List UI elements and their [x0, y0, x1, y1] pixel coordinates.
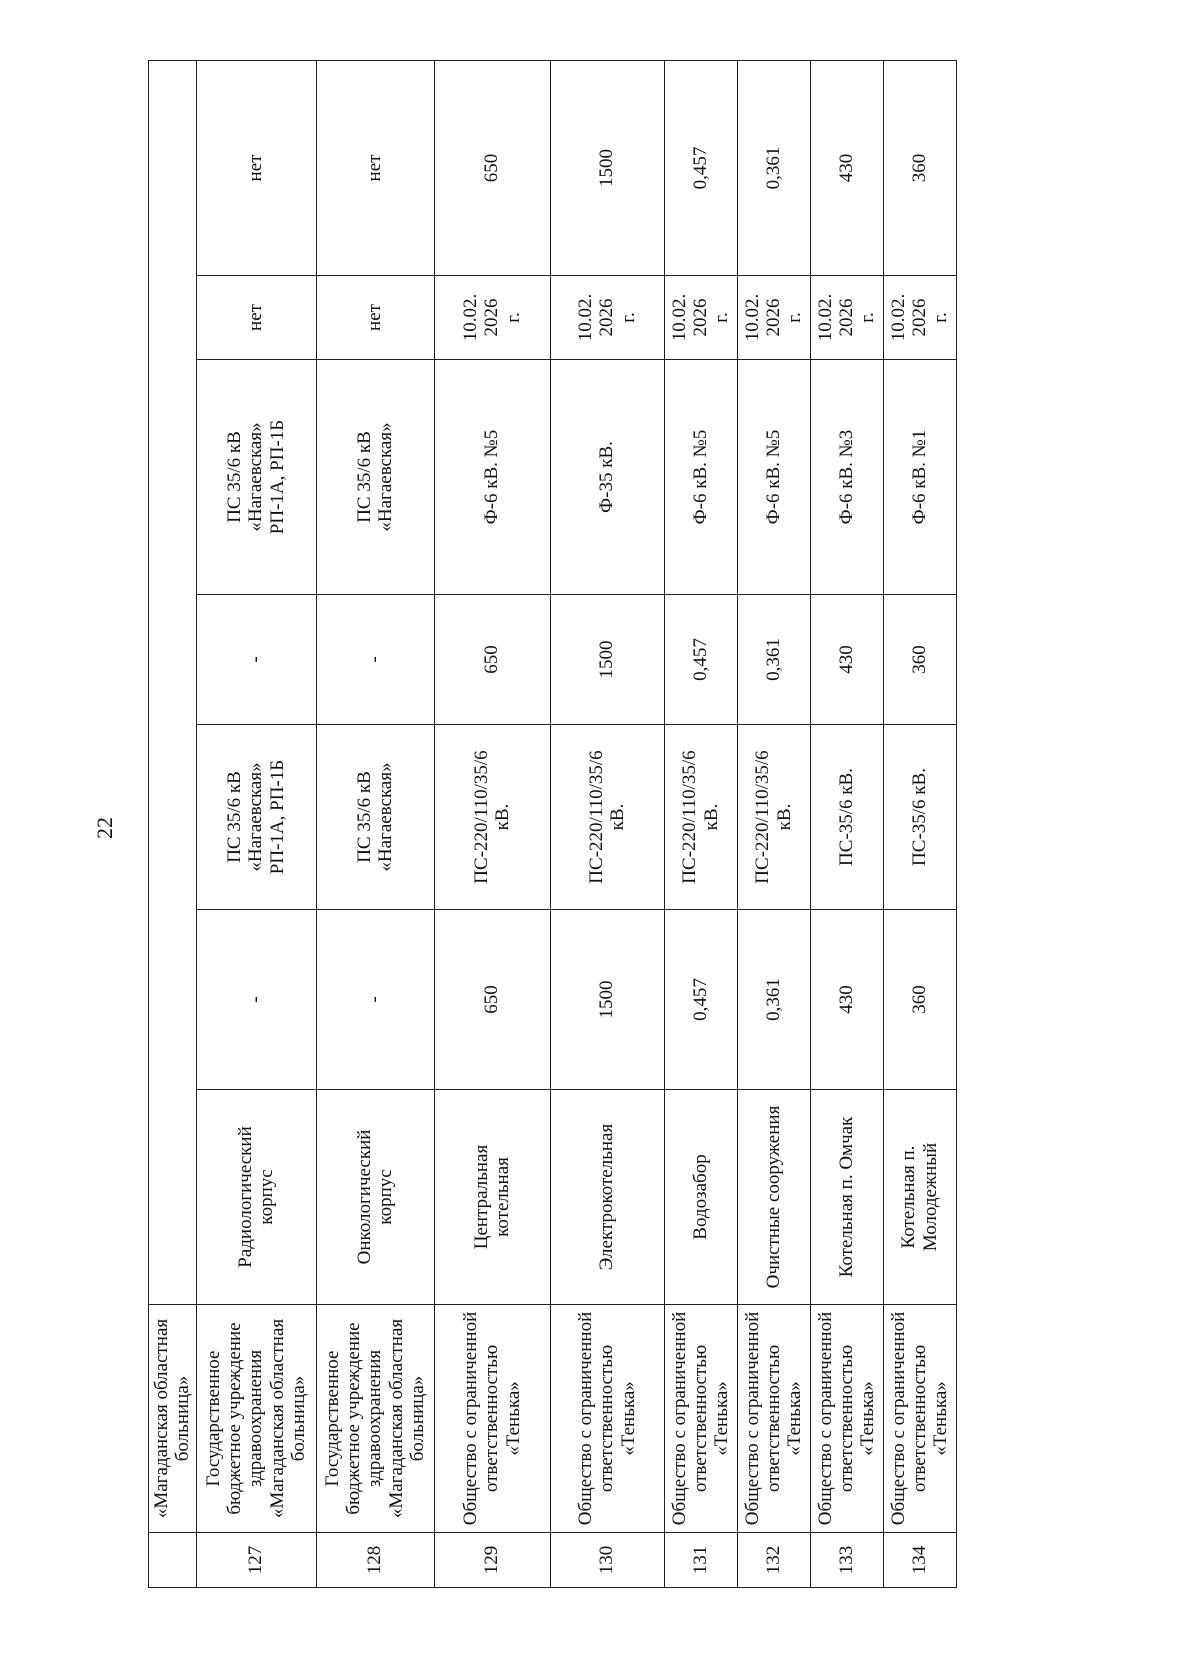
value-cell: 650: [434, 61, 550, 276]
feeder-cell: Ф-6 кВ. №5: [737, 360, 810, 595]
date-cell: 10.02. 2026 г.: [550, 276, 664, 360]
feeder-cell: Ф-35 кВ.: [550, 360, 664, 595]
value-cell: 0,361: [737, 910, 810, 1090]
table-row: [196, 61, 316, 1588]
object-cell: Водозабор: [664, 1090, 737, 1305]
object-cell: Электрокотельная: [550, 1090, 664, 1305]
date-cell: 10.02. 2026 г.: [883, 276, 956, 360]
date-cell: нет: [316, 276, 434, 360]
object-cell: Котельная п. Омчак: [810, 1090, 883, 1305]
table-row: [810, 61, 883, 1588]
page-number: 22: [92, 817, 117, 839]
value-cell: 650: [434, 910, 550, 1090]
object-cell: Очистные сооружения: [737, 1090, 810, 1305]
object-cell: Центральная котельная: [434, 1090, 550, 1305]
org-cell: Общество с ограниченной ответственностью «Тенька»: [550, 1305, 664, 1533]
value-cell: 0,361: [737, 595, 810, 725]
org-cell: Общество с ограниченной ответственностью «Тенька»: [664, 1305, 737, 1533]
value-cell: 0,457: [664, 61, 737, 276]
table-row: [883, 61, 956, 1588]
carryover-row: [149, 61, 197, 1588]
date-cell: 10.02. 2026 г.: [664, 276, 737, 360]
num-cell: 132: [737, 1533, 810, 1588]
table-row: [664, 61, 737, 1588]
value-cell: 650: [434, 595, 550, 725]
carryover-org-cell: «Магаданская областная больница»: [149, 1305, 197, 1533]
num-cell: 128: [316, 1533, 434, 1588]
value-cell: 1500: [550, 61, 664, 276]
value-cell: 430: [810, 61, 883, 276]
power-supply-table: [148, 60, 957, 1588]
date-cell: 10.02. 2026 г.: [810, 276, 883, 360]
date-cell: 10.02. 2026 г.: [737, 276, 810, 360]
source-cell: ПС 35/6 кВ «Нагаевская» РП-1А, РП-1Б: [196, 725, 316, 910]
table-row: [434, 61, 550, 1588]
num-cell: 130: [550, 1533, 664, 1588]
value-cell: 1500: [550, 910, 664, 1090]
source-cell: ПС-220/110/35/6 кВ.: [664, 725, 737, 910]
feeder-cell: Ф-6 кВ. №5: [434, 360, 550, 595]
value-cell: -: [316, 910, 434, 1090]
num-cell: 131: [664, 1533, 737, 1588]
value-cell: нет: [316, 61, 434, 276]
num-cell: 127: [196, 1533, 316, 1588]
value-cell: 0,361: [737, 61, 810, 276]
value-cell: 1500: [550, 595, 664, 725]
org-cell: Государственное бюджетное учреждение здравоохранения «Магаданская областная больница»: [196, 1305, 316, 1533]
num-cell: 133: [810, 1533, 883, 1588]
source-cell: ПС 35/6 кВ «Нагаевская»: [316, 725, 434, 910]
object-cell: Радиологический корпус: [196, 1090, 316, 1305]
num-cell: 134: [883, 1533, 956, 1588]
table-row: [550, 61, 664, 1588]
feeder-cell: Ф-6 кВ. №5: [664, 360, 737, 595]
object-cell: Котельная п. Молодежный: [883, 1090, 956, 1305]
date-cell: 10.02. 2026 г.: [434, 276, 550, 360]
num-cell: 129: [434, 1533, 550, 1588]
source-cell: ПС-35/6 кВ.: [883, 725, 956, 910]
object-cell: Онкологический корпус: [316, 1090, 434, 1305]
carryover-empty-cell: [149, 61, 197, 1305]
value-cell: 360: [883, 595, 956, 725]
value-cell: 0,457: [664, 910, 737, 1090]
source-cell: ПС-220/110/35/6 кВ.: [737, 725, 810, 910]
org-cell: Общество с ограниченной ответственностью «Тенька»: [434, 1305, 550, 1533]
value-cell: -: [196, 910, 316, 1090]
value-cell: 0,457: [664, 595, 737, 725]
source-cell: ПС-220/110/35/6 кВ.: [550, 725, 664, 910]
source-cell: ПС-35/6 кВ.: [810, 725, 883, 910]
org-cell: Общество с ограниченной ответственностью «Тенька»: [737, 1305, 810, 1533]
source-cell: ПС-220/110/35/6 кВ.: [434, 725, 550, 910]
table-row: [316, 61, 434, 1588]
carryover-num-cell: [149, 1533, 197, 1588]
table-row: [737, 61, 810, 1588]
value-cell: 430: [810, 595, 883, 725]
org-cell: Государственное бюджетное учреждение здравоохранения «Магаданская областная больница»: [316, 1305, 434, 1533]
value-cell: нет: [196, 61, 316, 276]
feeder-cell: ПС 35/6 кВ «Нагаевская» РП-1А, РП-1Б: [196, 360, 316, 595]
feeder-cell: Ф-6 кВ. №3: [810, 360, 883, 595]
org-cell: Общество с ограниченной ответственностью «Тенька»: [810, 1305, 883, 1533]
date-cell: нет: [196, 276, 316, 360]
value-cell: 360: [883, 910, 956, 1090]
feeder-cell: ПС 35/6 кВ «Нагаевская»: [316, 360, 434, 595]
feeder-cell: Ф-6 кВ. №1: [883, 360, 956, 595]
value-cell: -: [316, 595, 434, 725]
value-cell: -: [196, 595, 316, 725]
value-cell: 430: [810, 910, 883, 1090]
value-cell: 360: [883, 61, 956, 276]
org-cell: Общество с ограниченной ответственностью «Тенька»: [883, 1305, 956, 1533]
